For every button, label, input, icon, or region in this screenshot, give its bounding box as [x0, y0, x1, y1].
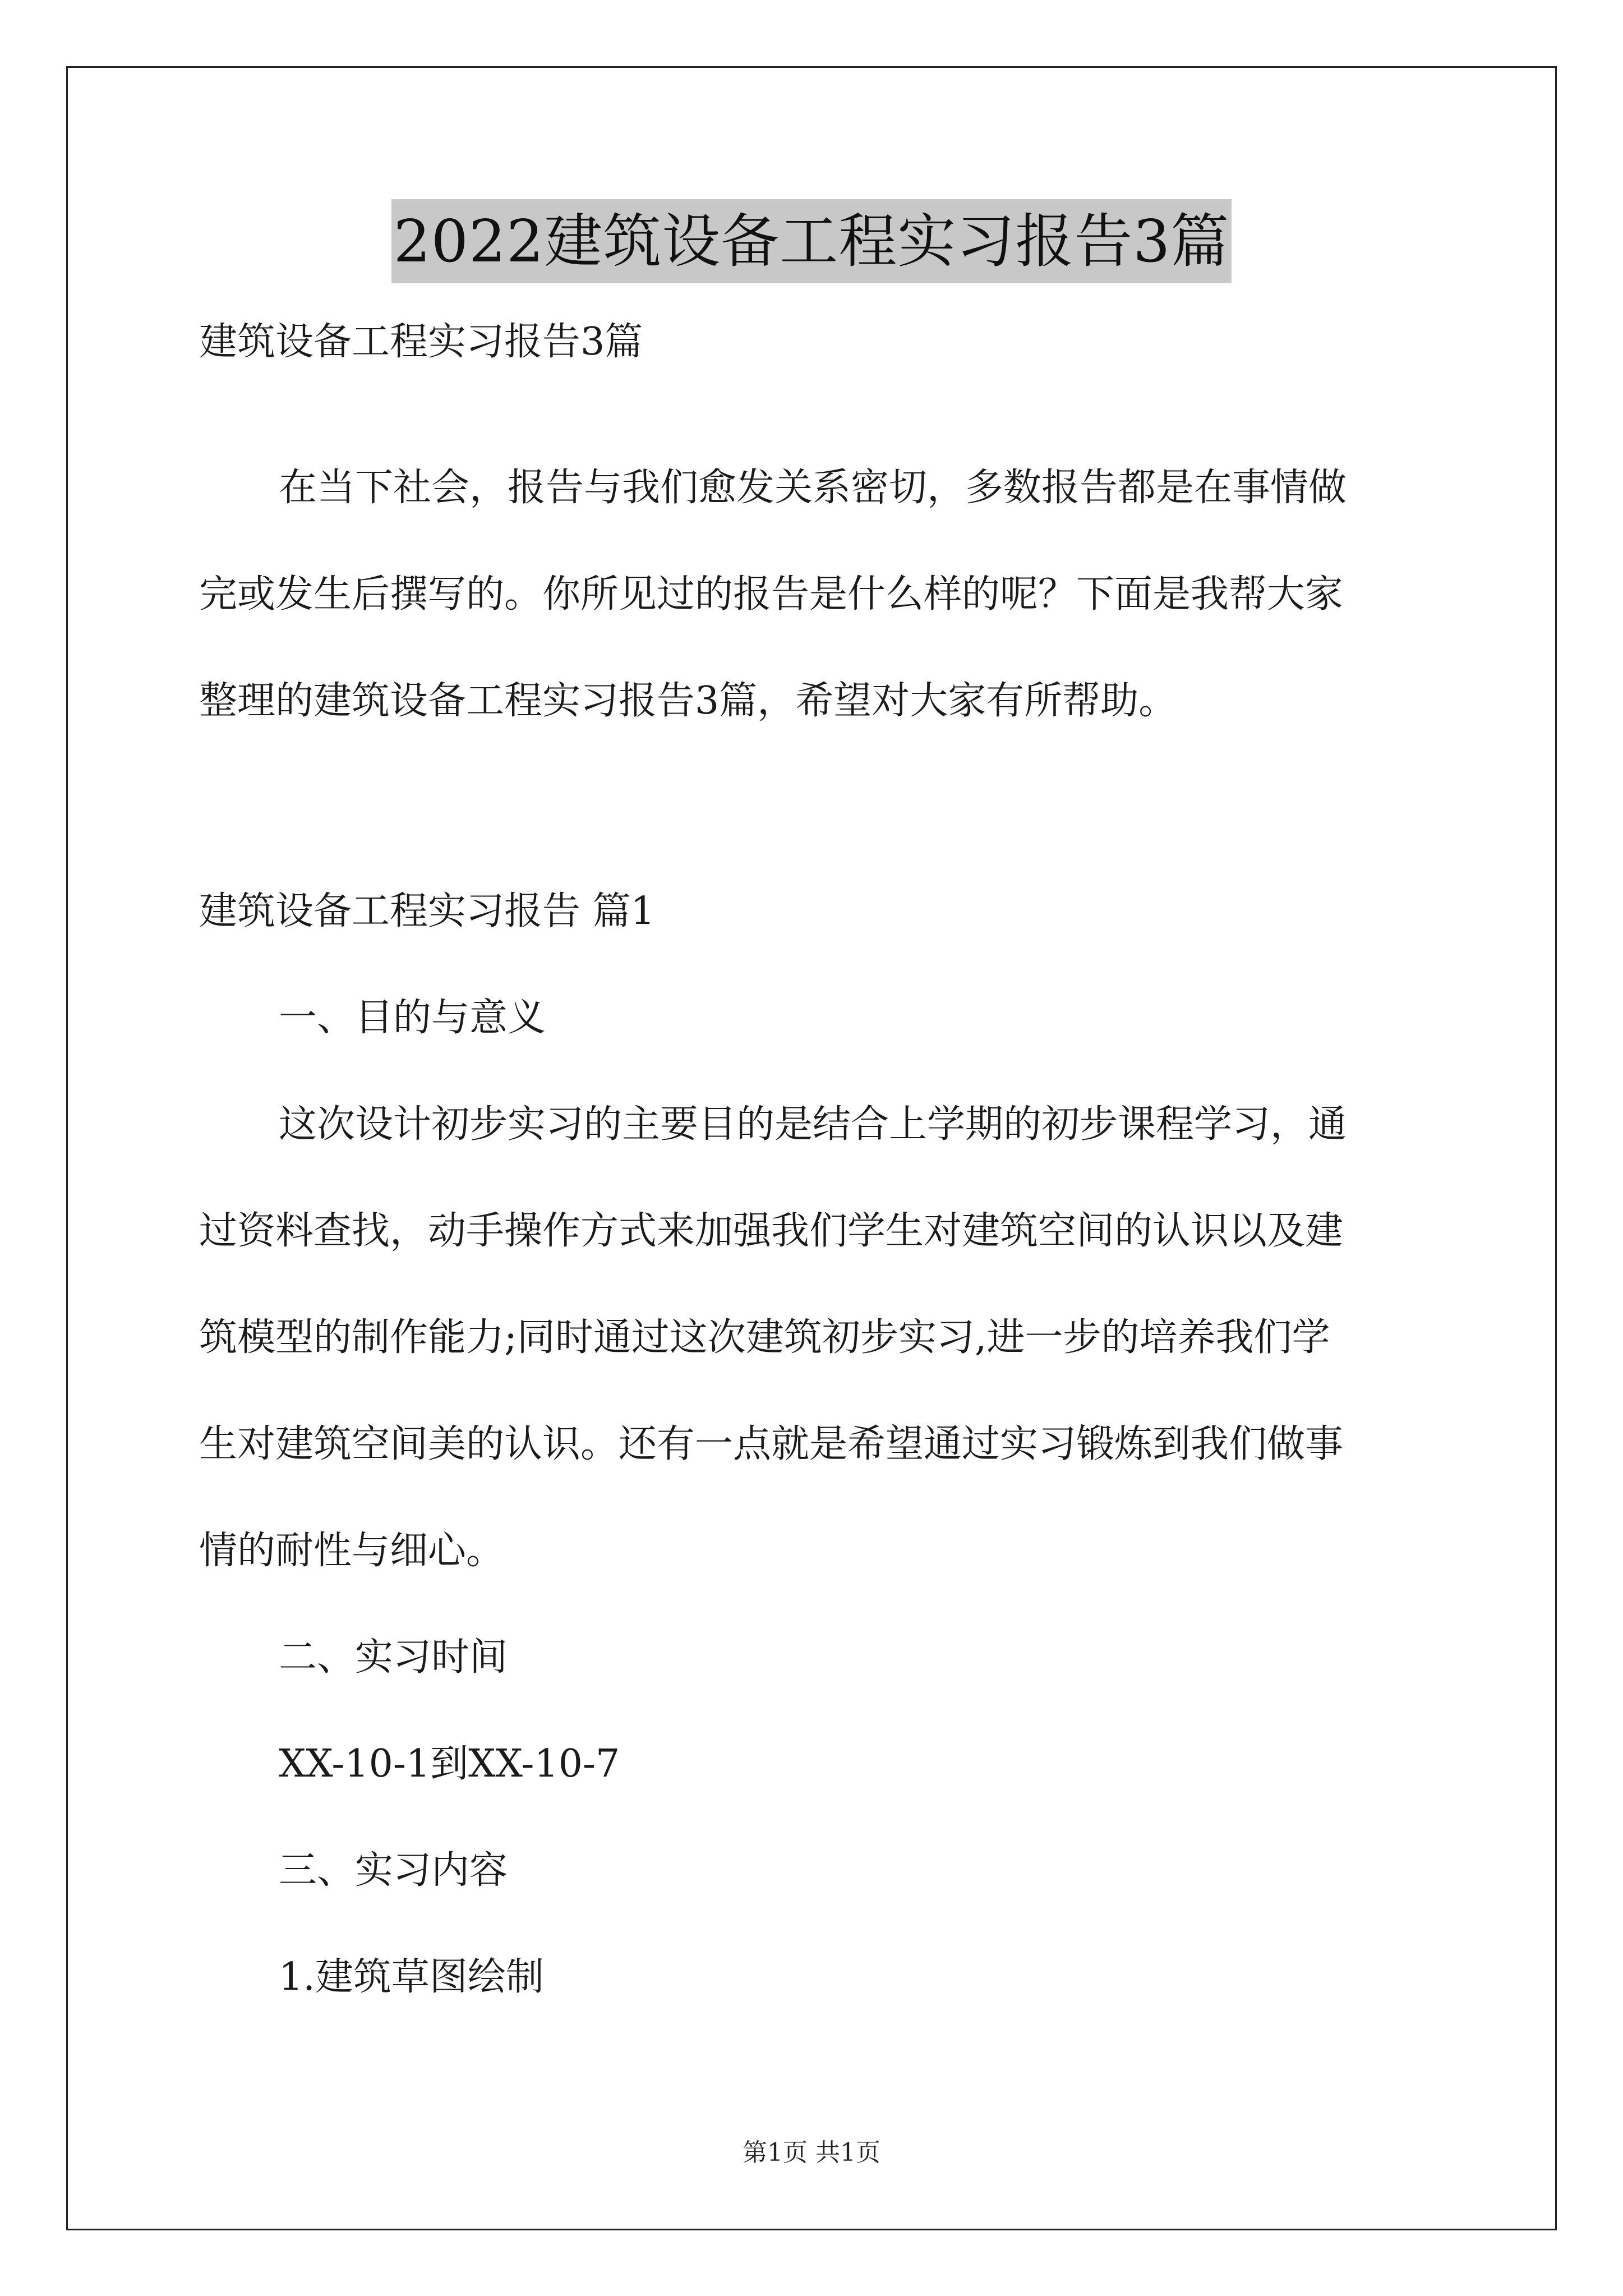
purpose-line: 生对建筑空间美的认识。还有一点就是希望通过实习锻炼到我们做事: [199, 1422, 1344, 1466]
intro-line: 整理的建筑设备工程实习报告3篇，希望对大家有所帮助。: [199, 679, 1177, 723]
heading-time: 二、实习时间: [279, 1635, 508, 1680]
document-subtitle: 建筑设备工程实习报告3篇: [199, 320, 643, 364]
intro-line: 完或发生后撰写的。你所见过的报告是什么样的呢？下面是我帮大家: [199, 572, 1344, 616]
content-item: 1.建筑草图绘制: [279, 1955, 544, 1999]
section-heading: 建筑设备工程实习报告 篇1: [199, 889, 655, 933]
heading-purpose: 一、目的与意义: [279, 996, 546, 1040]
document-title: 2022建筑设备工程实习报告3篇: [391, 199, 1232, 283]
time-value: XX-10-1到XX-10-7: [279, 1742, 620, 1786]
purpose-line: 情的耐性与细心。: [199, 1529, 505, 1573]
page-border: [66, 66, 1557, 2230]
heading-content: 三、实习内容: [279, 1848, 508, 1893]
purpose-line: 过资料查找，动手操作方式来加强我们学生对建筑空间的认识以及建: [199, 1209, 1344, 1253]
page-footer: 第1页 共1页: [743, 2138, 880, 2167]
intro-line: 在当下社会，报告与我们愈发关系密切，多数报告都是在事情做: [279, 466, 1347, 510]
purpose-line: 筑模型的制作能力;同时通过这次建筑初步实习,进一步的培养我们学: [199, 1315, 1330, 1360]
title-container: [0, 199, 1623, 283]
purpose-line: 这次设计初步实习的主要目的是结合上学期的初步课程学习，通: [279, 1102, 1347, 1147]
